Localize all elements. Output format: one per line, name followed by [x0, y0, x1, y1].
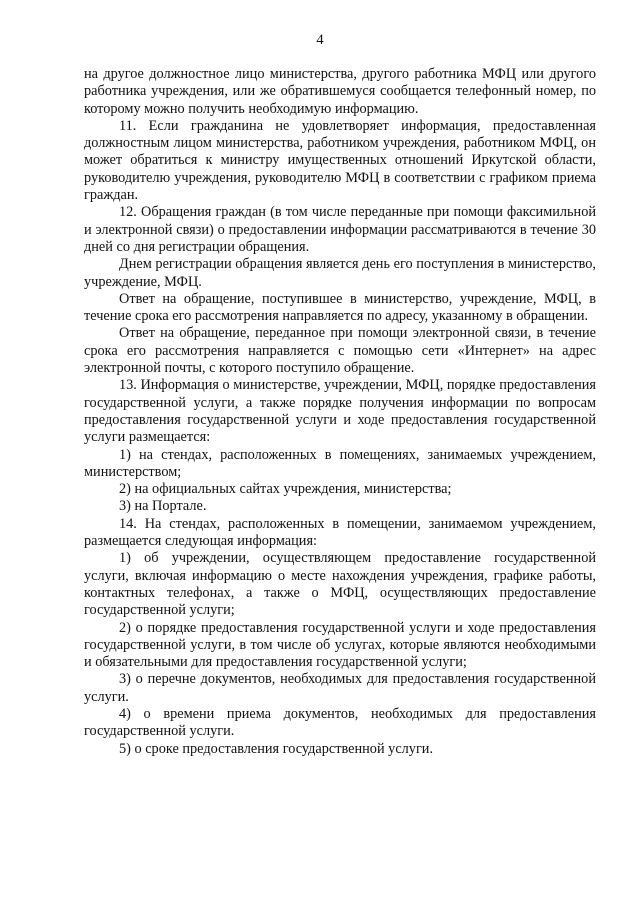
paragraph-response-postal: Ответ на обращение, поступившее в министерство, учреждение, МФЦ, в течение срока его рассмотрения направляется по адресу, указанному в обращении.	[84, 290, 596, 325]
paragraph-registration-day: Днем регистрации обращения является день его поступления в министерство, учреждение, МФЦ.	[84, 256, 596, 290]
paragraph-item-14: 14. На стендах, расположенных в помещении, занимаемом учреждением, размещается следующая информация:	[84, 515, 596, 550]
list-item-13-1: 1) на стендах, расположенных в помещениях, занимаемых учреждением, министерством;	[84, 446, 596, 480]
list-item-14-3: 3) о перечне документов, необходимых для предоставления государственной услуги.	[84, 671, 596, 705]
document-body	[84, 66, 596, 758]
list-item-13-2: 2) на официальных сайтах учреждения, министерства;	[119, 481, 452, 498]
paragraph-response-electronic: Ответ на обращение, переданное при помощи электронной связи, в течение срока его рассмотрения направляется с помощью сети «Интернет» на адрес электронной почты, с которого поступило обращение.	[84, 325, 596, 377]
list-item-14-5: 5) о сроке предоставления государственной услуги.	[119, 740, 434, 757]
paragraph-item-12: 12. Обращения граждан (в том числе переданные при помощи факсимильной и электронной связи) о предоставлении информации рассматриваются в течение 30 дней со дня регистрации обращения.	[84, 204, 596, 255]
paragraph-item-11: 11. Если гражданина не удовлетворяет информация, предоставленная должностным лицом министерства, работником учреждения, работником МФЦ, он может обратиться к министру имущественных отношений Иркутской области, руководителю учреждения, руководителю МФЦ в соответствии с графиком приема граждан.	[84, 117, 596, 204]
list-item-13-3: 3) на Портале.	[119, 498, 207, 515]
paragraph-continuation: на другое должностное лицо министерства, другого работника МФЦ или другого работника учреждения, или же обратившемуся сообщается телефонный номер, по которому можно получить необходимую информацию.	[84, 66, 596, 117]
paragraph-item-13: 13. Информация о министерстве, учреждении, МФЦ, порядке предоставления государственной услуги, а также порядке получения информации по вопросам предоставления государственной услуги и ходе предоставления государственной услуги размещается:	[84, 377, 596, 446]
list-item-14-1: 1) об учреждении, осуществляющем предоставление государственной услуги, включая информацию о месте нахождения учреждения, графике работы, контактных телефонах, а также о МФЦ, осуществляющих предоставление государственной услуги;	[84, 550, 596, 619]
page-number: 4	[316, 32, 324, 48]
list-item-14-4: 4) о времени приема документов, необходимых для предоставления государственной услуги.	[84, 705, 596, 740]
list-item-14-2: 2) о порядке предоставления государственной услуги и ходе предоставления государственной услуги, в том числе об услугах, которые являются необходимыми и обязательными для предоставления государственной услуги;	[84, 619, 596, 671]
